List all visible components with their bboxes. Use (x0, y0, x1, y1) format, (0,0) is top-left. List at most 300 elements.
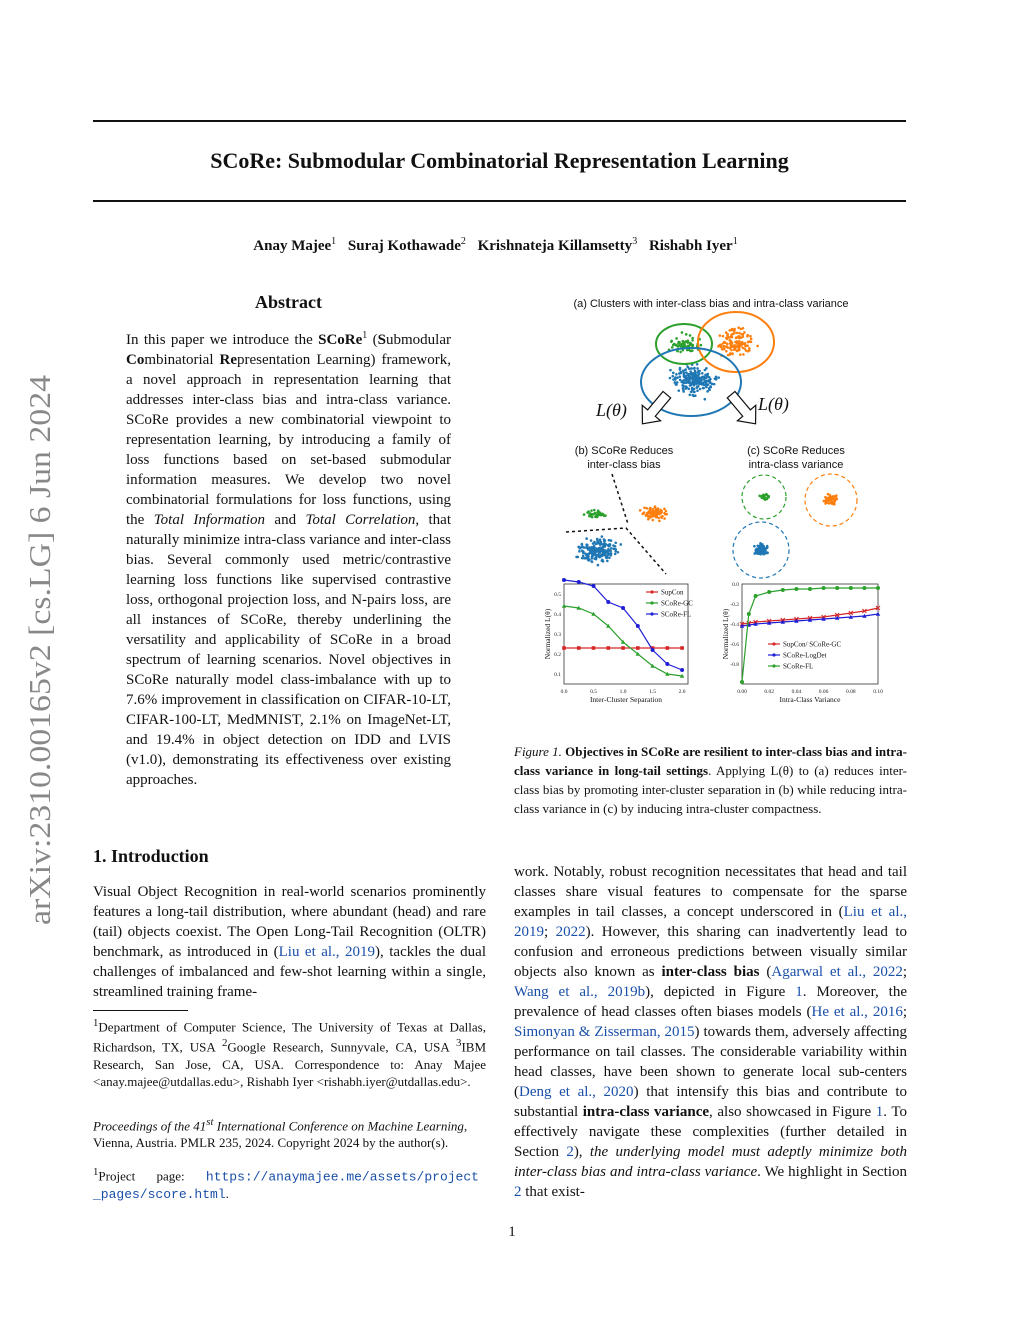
chart-inter-cluster (543, 578, 693, 704)
citation-link[interactable]: Simonyan & Zisserman, 2015 (514, 1024, 695, 1040)
cluster-point-orange (834, 499, 837, 502)
y-tick-label: 0.3 (554, 632, 561, 638)
cluster-point-blue (760, 552, 763, 555)
cluster-point-blue (706, 390, 709, 393)
x-tick-label: 0.06 (818, 689, 829, 695)
cluster-point-orange (648, 507, 651, 510)
cluster-point-blue (688, 393, 691, 396)
cluster-point-blue (759, 547, 762, 550)
cluster-point-blue (614, 550, 617, 553)
cluster-point-orange (747, 341, 750, 344)
cluster-point-blue (693, 367, 696, 370)
cluster-point-orange (651, 519, 654, 522)
citation-link[interactable]: Wang et al., 2019b (514, 984, 646, 1000)
cluster-point-green (680, 344, 683, 347)
y-tick-label: 0.5 (554, 592, 561, 598)
y-tick-label: -0.8 (730, 662, 739, 668)
cluster-point-blue (717, 376, 720, 379)
cluster-point-orange (722, 335, 725, 338)
cluster-point-orange (832, 502, 835, 505)
cluster-point-orange (657, 517, 660, 520)
cluster-point-blue (599, 543, 602, 546)
cluster-point-blue (690, 391, 693, 394)
cluster-point-orange (826, 497, 829, 500)
legend-entry: SCoRe-FL (661, 610, 692, 619)
y-tick-label: -0.6 (730, 642, 739, 648)
cluster-point-orange (663, 517, 666, 520)
y-tick-label: 0.4 (554, 612, 561, 618)
cluster-point-orange (725, 350, 728, 353)
cluster-point-blue (678, 372, 681, 375)
cluster-point-green (700, 344, 703, 347)
citation-link[interactable]: He et al., 2016 (811, 1004, 903, 1020)
cluster-point-blue (593, 557, 596, 560)
x-tick-label: 2.0 (678, 689, 686, 695)
cluster-point-blue (702, 387, 705, 390)
data-point (849, 586, 853, 590)
legend-marker (650, 612, 653, 615)
cluster-point-green (679, 351, 682, 354)
cluster-point-blue (688, 367, 691, 370)
cluster-point-green (681, 331, 684, 334)
legend-marker (772, 664, 775, 667)
cluster-point-green (691, 339, 694, 342)
cluster-point-blue (683, 374, 686, 377)
cluster-point-orange (720, 346, 723, 349)
cluster-point-blue (582, 555, 585, 558)
legend-entry: SupCon (661, 588, 684, 597)
cluster-point-blue (701, 372, 704, 375)
arxiv-sidebar (8, 370, 64, 930)
cluster-point-green (689, 334, 692, 337)
cluster-point-blue (614, 541, 617, 544)
cluster-point-blue (704, 380, 707, 383)
cluster-point-blue (583, 557, 586, 560)
cluster-point-blue (590, 539, 593, 542)
cluster-point-blue (604, 549, 607, 552)
cluster-point-blue (693, 391, 696, 394)
cluster-point-blue (675, 373, 678, 376)
cluster-point-orange (656, 507, 659, 510)
cluster-point-orange (719, 334, 722, 337)
cluster-point-blue (753, 545, 756, 548)
cluster-point-green (687, 344, 690, 347)
cluster-point-blue (715, 378, 718, 381)
cluster-point-blue (614, 553, 617, 556)
cluster-point-blue (709, 382, 712, 385)
cluster-point-blue (696, 389, 699, 392)
cluster-point-green (671, 346, 674, 349)
cluster-point-orange (742, 353, 745, 356)
cluster-point-blue (669, 377, 672, 380)
cluster-point-orange (647, 518, 650, 521)
cluster-point-orange (726, 346, 729, 349)
section-link[interactable]: 2 (566, 1144, 574, 1160)
cluster-point-blue (606, 560, 609, 563)
section-link[interactable]: 2 (514, 1184, 522, 1200)
separator-line-1 (612, 474, 628, 524)
cluster-point-blue (581, 543, 584, 546)
cluster-point-blue (756, 549, 759, 552)
author-name: Suraj Kothawade (347, 238, 461, 254)
cluster-point-blue (577, 556, 580, 559)
cluster-point-orange (832, 496, 835, 499)
cluster-point-blue (696, 363, 699, 366)
cluster-point-blue (610, 539, 613, 542)
cluster-point-blue (766, 551, 769, 554)
author-name: Rishabh Iyer (648, 238, 733, 254)
cluster-point-orange (746, 335, 749, 338)
cluster-point-blue (581, 546, 584, 549)
cluster-point-orange (648, 510, 651, 513)
cluster-point-orange (639, 509, 642, 512)
cluster-point-orange (730, 334, 733, 337)
cluster-point-orange (740, 333, 743, 336)
right-column-paragraph: work. Notably, robust recognition necessitates that head and tail classes share visual features to compensate for the sparse examples in tail classes, a concept underscored in (Liu et al., 2019; 2022). However, this sharing can inadvertently lead to confusion and erroneous predictions between visually similar objects also known as inter-class bias (Agarwal et al., 2022; Wang et al., 2019b), depicted in Figure 1. Moreover, the prevalence of head classes often biases models (He et al., 2016; Simonyan & Zisserman, 2015) towards them, adversely affecting performance on tail classes. The considerable variability within head classes, have been shown to generate local sub-centers (Deng et al., 2020) that intensify this bias and contribute to substantial intra-class variance, also showcased in Figure 1. To effectively navigate these complexities (further detailed in Section 2), the underlying model must adeptly minimize both inter-class bias and intra-class variance. We highlight in Section 2 that exist- (514, 864, 908, 1200)
cluster-point-blue (701, 376, 704, 379)
cluster-point-orange (739, 353, 742, 356)
data-point (651, 648, 655, 652)
cluster-point-blue (588, 546, 591, 549)
cluster-point-green (594, 512, 597, 515)
cluster-point-blue (681, 381, 684, 384)
cluster-point-orange (660, 515, 663, 518)
cluster-point-blue (679, 379, 682, 382)
cluster-point-green (591, 513, 594, 516)
legend-marker (772, 653, 775, 656)
cluster-point-blue (669, 369, 672, 372)
cluster-point-blue (605, 557, 608, 560)
intro-heading: 1. Introduction (93, 846, 209, 866)
x-tick-label: 1.5 (649, 689, 657, 695)
legend-marker (650, 590, 653, 593)
data-point (606, 600, 610, 604)
cluster-point-blue (593, 553, 596, 556)
cluster-point-blue (679, 367, 682, 370)
cluster-point-orange (743, 331, 746, 334)
cluster-point-green (594, 515, 597, 518)
cluster-point-orange (665, 513, 668, 516)
x-tick-label: 0.00 (737, 689, 747, 695)
loss-label-right: L(θ) (758, 394, 789, 414)
cluster-point-orange (660, 511, 663, 514)
cluster-point-blue (696, 386, 699, 389)
data-point (822, 586, 826, 590)
cluster-point-blue (697, 377, 700, 380)
cluster-point-blue (682, 390, 685, 393)
author-affiliation: 2 (460, 236, 466, 247)
cluster-point-blue (715, 376, 718, 379)
cluster-point-blue (690, 372, 693, 375)
cluster-point-blue (699, 388, 702, 391)
data-point (636, 624, 640, 628)
data-point (621, 646, 625, 650)
cluster-point-orange (746, 344, 749, 347)
project-page-footnote: $^1$Project page: https://anaymajee.me/assets/project_pages/score.html. (93, 1166, 479, 1203)
cluster-point-orange (665, 510, 668, 513)
data-point (592, 646, 596, 650)
cluster-point-green (588, 515, 591, 518)
cluster-point-blue (619, 543, 622, 546)
cluster-point-blue (677, 389, 680, 392)
author-list (93, 236, 906, 255)
cluster-point-orange (651, 511, 654, 514)
cluster-point-orange (730, 343, 733, 346)
cluster-point-orange (649, 516, 652, 519)
legend-entry: SCoRe-LogDet (783, 651, 827, 660)
data-point (794, 587, 798, 591)
y-axis-label: Normalized L(θ) (721, 608, 730, 660)
data-point (666, 646, 670, 650)
cluster-point-blue (705, 386, 708, 389)
x-tick-label: 0.04 (791, 689, 802, 695)
data-point (767, 590, 771, 594)
page-number: 1 (508, 1224, 516, 1240)
x-axis-label: Inter-Cluster Separation (589, 695, 663, 704)
cluster-point-orange (733, 328, 736, 331)
cluster-point-blue (595, 542, 598, 545)
arrow-left (633, 387, 676, 432)
cluster-point-blue (609, 544, 612, 547)
cluster-point-orange (740, 328, 743, 331)
cluster-point-orange (730, 329, 733, 332)
cluster-point-blue (617, 551, 620, 554)
cluster-point-blue (693, 372, 696, 375)
data-point (606, 646, 610, 650)
cluster-point-blue (764, 549, 767, 552)
footnote-rule (93, 1010, 188, 1011)
cluster-point-blue (597, 564, 600, 567)
data-point (577, 646, 581, 650)
data-point (740, 680, 744, 684)
panel-b-label-line1: (b) SCoRe Reduces (574, 445, 674, 457)
citation-link[interactable]: Deng et al., 2020 (519, 1084, 634, 1100)
cluster-point-blue (693, 388, 696, 391)
cluster-point-blue (696, 379, 699, 382)
data-point (754, 594, 758, 598)
cluster-point-blue (766, 545, 769, 548)
cluster-point-orange (658, 520, 661, 523)
cluster-point-orange (834, 495, 837, 498)
cluster-point-orange (654, 515, 657, 518)
data-point (562, 578, 566, 582)
author-affiliation: 3 (632, 236, 638, 247)
cluster-point-blue (614, 545, 617, 548)
cluster-point-blue (698, 370, 701, 373)
cluster-point-orange (737, 341, 740, 344)
cluster-point-orange (643, 507, 646, 510)
figure-link[interactable]: 1 (795, 984, 803, 1000)
cluster-point-blue (684, 368, 687, 371)
cluster-point-orange (736, 332, 739, 335)
abstract-body: In this paper we introduce the SCoRe$^1$ (Submodular Combinatorial Representation Learning) framework, a novel approach in representation learning that addresses inter-class bias and intra-class variance. SCoRe provides a new combinatorial viewpoint to representation learning, by introducing a family of loss functions based on set-based submodular information measures. We develop two novel combinatorial formulations for loss functions, using the Total Information and Total Correlation, that naturally minimize intra-class variance and inter-class bias. Several commonly used metric/contrastive learning loss functions like supervised contrastive loss, orthogonal projection loss, and N-pairs loss, are all instances of SCoRe, thereby underlining the versatility and applicability of SCoRe in a broad spectrum of learning scenarios. Novel objectives in SCoRe naturally model class-imbalance with up to 7.6% improvement in classification on CIFAR-10-LT, CIFAR-100-LT, MedMNIST, 2.1% on ImageNet-LT, and 19.4% in object detection on IDD and LVIS (v1.0), demonstrating its effectiveness over existing approaches. (126, 330, 451, 788)
cluster-point-blue (674, 378, 677, 381)
cluster-point-blue (587, 558, 590, 561)
cluster-point-green (583, 513, 586, 516)
cluster-point-blue (581, 557, 584, 560)
cluster-point-blue (694, 376, 697, 379)
figure-caption: Figure 1. Objectives in SCoRe are resilient to inter-class bias and intra-class variance in long-tail settings. Applying L(θ) to (a) reduces inter-class bias by promoting inter-cluster separation in (b) while reducing intra-class variance in (c) by inducing intra-cluster compactness. (514, 744, 908, 816)
citation-link[interactable]: Liu et al., 2019 (278, 944, 376, 960)
cluster-point-blue (675, 383, 678, 386)
cluster-point-orange (829, 498, 832, 501)
cluster-point-blue (692, 395, 695, 398)
data-point (680, 668, 684, 672)
cluster-point-orange (729, 352, 732, 355)
cluster-point-blue (581, 550, 584, 553)
cluster-point-orange (750, 338, 753, 341)
panel-b-clusters (575, 505, 668, 566)
cluster-point-green (681, 340, 684, 343)
figure-link[interactable]: 1 (875, 1104, 884, 1120)
author-name: Krishnateja Killamsetty (477, 238, 633, 254)
cluster-point-orange (825, 501, 828, 504)
cluster-point-blue (706, 375, 709, 378)
cluster-point-orange (723, 345, 726, 348)
cluster-point-blue (601, 535, 604, 538)
data-point (862, 586, 866, 590)
panel-b-label-line2: inter-class bias (587, 459, 661, 471)
cluster-point-blue (682, 385, 685, 388)
cluster-point-orange (748, 347, 751, 350)
cluster-point-blue (691, 377, 694, 380)
cluster-point-blue (690, 382, 693, 385)
top-rule (93, 120, 906, 122)
data-point (835, 586, 839, 590)
cluster-point-blue (684, 381, 687, 384)
cluster-point-blue (597, 554, 600, 557)
cluster-point-blue (696, 367, 699, 370)
x-tick-label: 0.0 (560, 689, 568, 695)
cluster-point-green (685, 333, 688, 336)
x-tick-label: 0.10 (873, 689, 883, 695)
cluster-point-blue (687, 373, 690, 376)
cluster-point-orange (641, 513, 644, 516)
legend-marker (650, 601, 653, 604)
legend-entry: SCoRe-GC (661, 599, 693, 608)
cluster-point-orange (646, 507, 649, 510)
cluster-point-orange (723, 348, 726, 351)
title-bottom-rule (93, 200, 906, 202)
cluster-point-blue (707, 383, 710, 386)
panel-c-label-line1: (c) SCoRe Reduces (747, 445, 845, 457)
cluster-point-blue (679, 375, 682, 378)
data-point (876, 586, 880, 590)
cluster-point-orange (651, 515, 654, 518)
cluster-point-blue (596, 549, 599, 552)
figure-1 (536, 292, 886, 712)
chart-intra-class (721, 582, 883, 704)
project-url-link[interactable]: https://anaymajee.me/assets/project_pages/score.html (93, 1169, 479, 1203)
y-tick-label: 0.2 (554, 652, 561, 658)
data-point (808, 587, 812, 591)
intro-paragraph: Visual Object Recognition in real-world scenarios prominently features a long-tail distribution, where abundant (head) and rare (tail) objects coexist. The Open Long-Tail Recognition (OLTR) benchmark, as introduced in (Liu et al., 2019), tackles the dual challenges of imbalanced and few-shot learning within a single, streamlined training frame- (93, 884, 487, 1000)
author-affiliation: 1 (732, 236, 738, 247)
panel-a-label: (a) Clusters with inter-class bias and intra-class variance (573, 298, 849, 310)
cluster-point-blue (703, 398, 706, 401)
citation-link[interactable]: Agarwal et al., 2022 (771, 964, 903, 980)
cluster-point-blue (590, 560, 593, 563)
cluster-point-orange (733, 332, 736, 335)
cluster-point-blue (606, 549, 609, 552)
cluster-point-green (593, 509, 596, 512)
cluster-point-green (670, 340, 673, 343)
x-tick-label: 0.02 (764, 689, 775, 695)
cluster-point-green (591, 516, 594, 519)
paper-title: SCoRe: Submodular Combinatorial Representation Learning (210, 148, 789, 173)
cluster-point-blue (586, 555, 589, 558)
data-point (680, 646, 684, 650)
cluster-point-orange (651, 508, 654, 511)
citation-link[interactable]: Liu et al., 2019 (514, 904, 907, 940)
cluster-point-orange (823, 500, 826, 503)
cluster-point-blue (709, 378, 712, 381)
cluster-point-orange (728, 339, 731, 342)
loss-label-left: L(θ) (596, 400, 627, 420)
cluster-point-blue (592, 542, 595, 545)
y-tick-label: -0.2 (730, 602, 739, 608)
cluster-point-green (590, 509, 593, 512)
cluster-point-orange (717, 345, 720, 348)
x-tick-label: 1.0 (619, 689, 627, 695)
data-point (781, 588, 785, 592)
x-tick-label: 0.5 (590, 689, 597, 695)
cluster-point-green (673, 343, 676, 346)
cluster-point-green (762, 495, 765, 498)
cluster-point-orange (727, 354, 730, 357)
cluster-point-blue (599, 547, 602, 550)
author-name: Anay Majee (253, 238, 332, 254)
legend-entry: SCoRe-FL (783, 662, 814, 671)
cluster-point-green (688, 349, 691, 352)
cluster-point-orange (828, 502, 831, 505)
y-tick-label: 0.1 (554, 672, 561, 678)
cluster-point-blue (672, 372, 675, 375)
data-point (636, 646, 640, 650)
x-axis-label: Intra-Class Variance (779, 695, 841, 704)
cluster-point-orange (655, 510, 658, 513)
arxiv-identifier: arXiv:2310.00165v2 [cs.LG] 6 Jun 2024 (22, 420, 57, 925)
data-point (665, 662, 669, 666)
cluster-point-green (766, 494, 769, 497)
x-tick-label: 0.08 (845, 689, 856, 695)
legend-marker (772, 642, 775, 645)
data-point (562, 646, 566, 650)
data-point (747, 612, 751, 616)
cluster-point-blue (709, 385, 712, 388)
cluster-point-blue (585, 543, 588, 546)
citation-link[interactable]: 2022 (555, 924, 586, 940)
cluster-point-blue (608, 556, 611, 559)
cluster-point-blue (684, 378, 687, 381)
cluster-point-orange (745, 349, 748, 352)
cluster-point-green (690, 342, 693, 345)
cluster-point-blue (588, 552, 591, 555)
cluster-point-orange (749, 335, 752, 338)
data-point (592, 584, 596, 588)
cluster-point-orange (737, 326, 740, 329)
y-tick-label: 0.0 (732, 582, 739, 588)
cluster-point-blue (578, 550, 581, 553)
cluster-point-orange (736, 350, 739, 353)
y-axis-label: Normalized L(θ) (543, 608, 552, 660)
cluster-point-orange (742, 335, 745, 338)
cluster-point-blue (610, 547, 613, 550)
cluster-point-blue (685, 386, 688, 389)
cluster-point-blue (584, 552, 587, 555)
abstract-heading: Abstract (255, 292, 322, 312)
cluster-point-orange (738, 345, 741, 348)
